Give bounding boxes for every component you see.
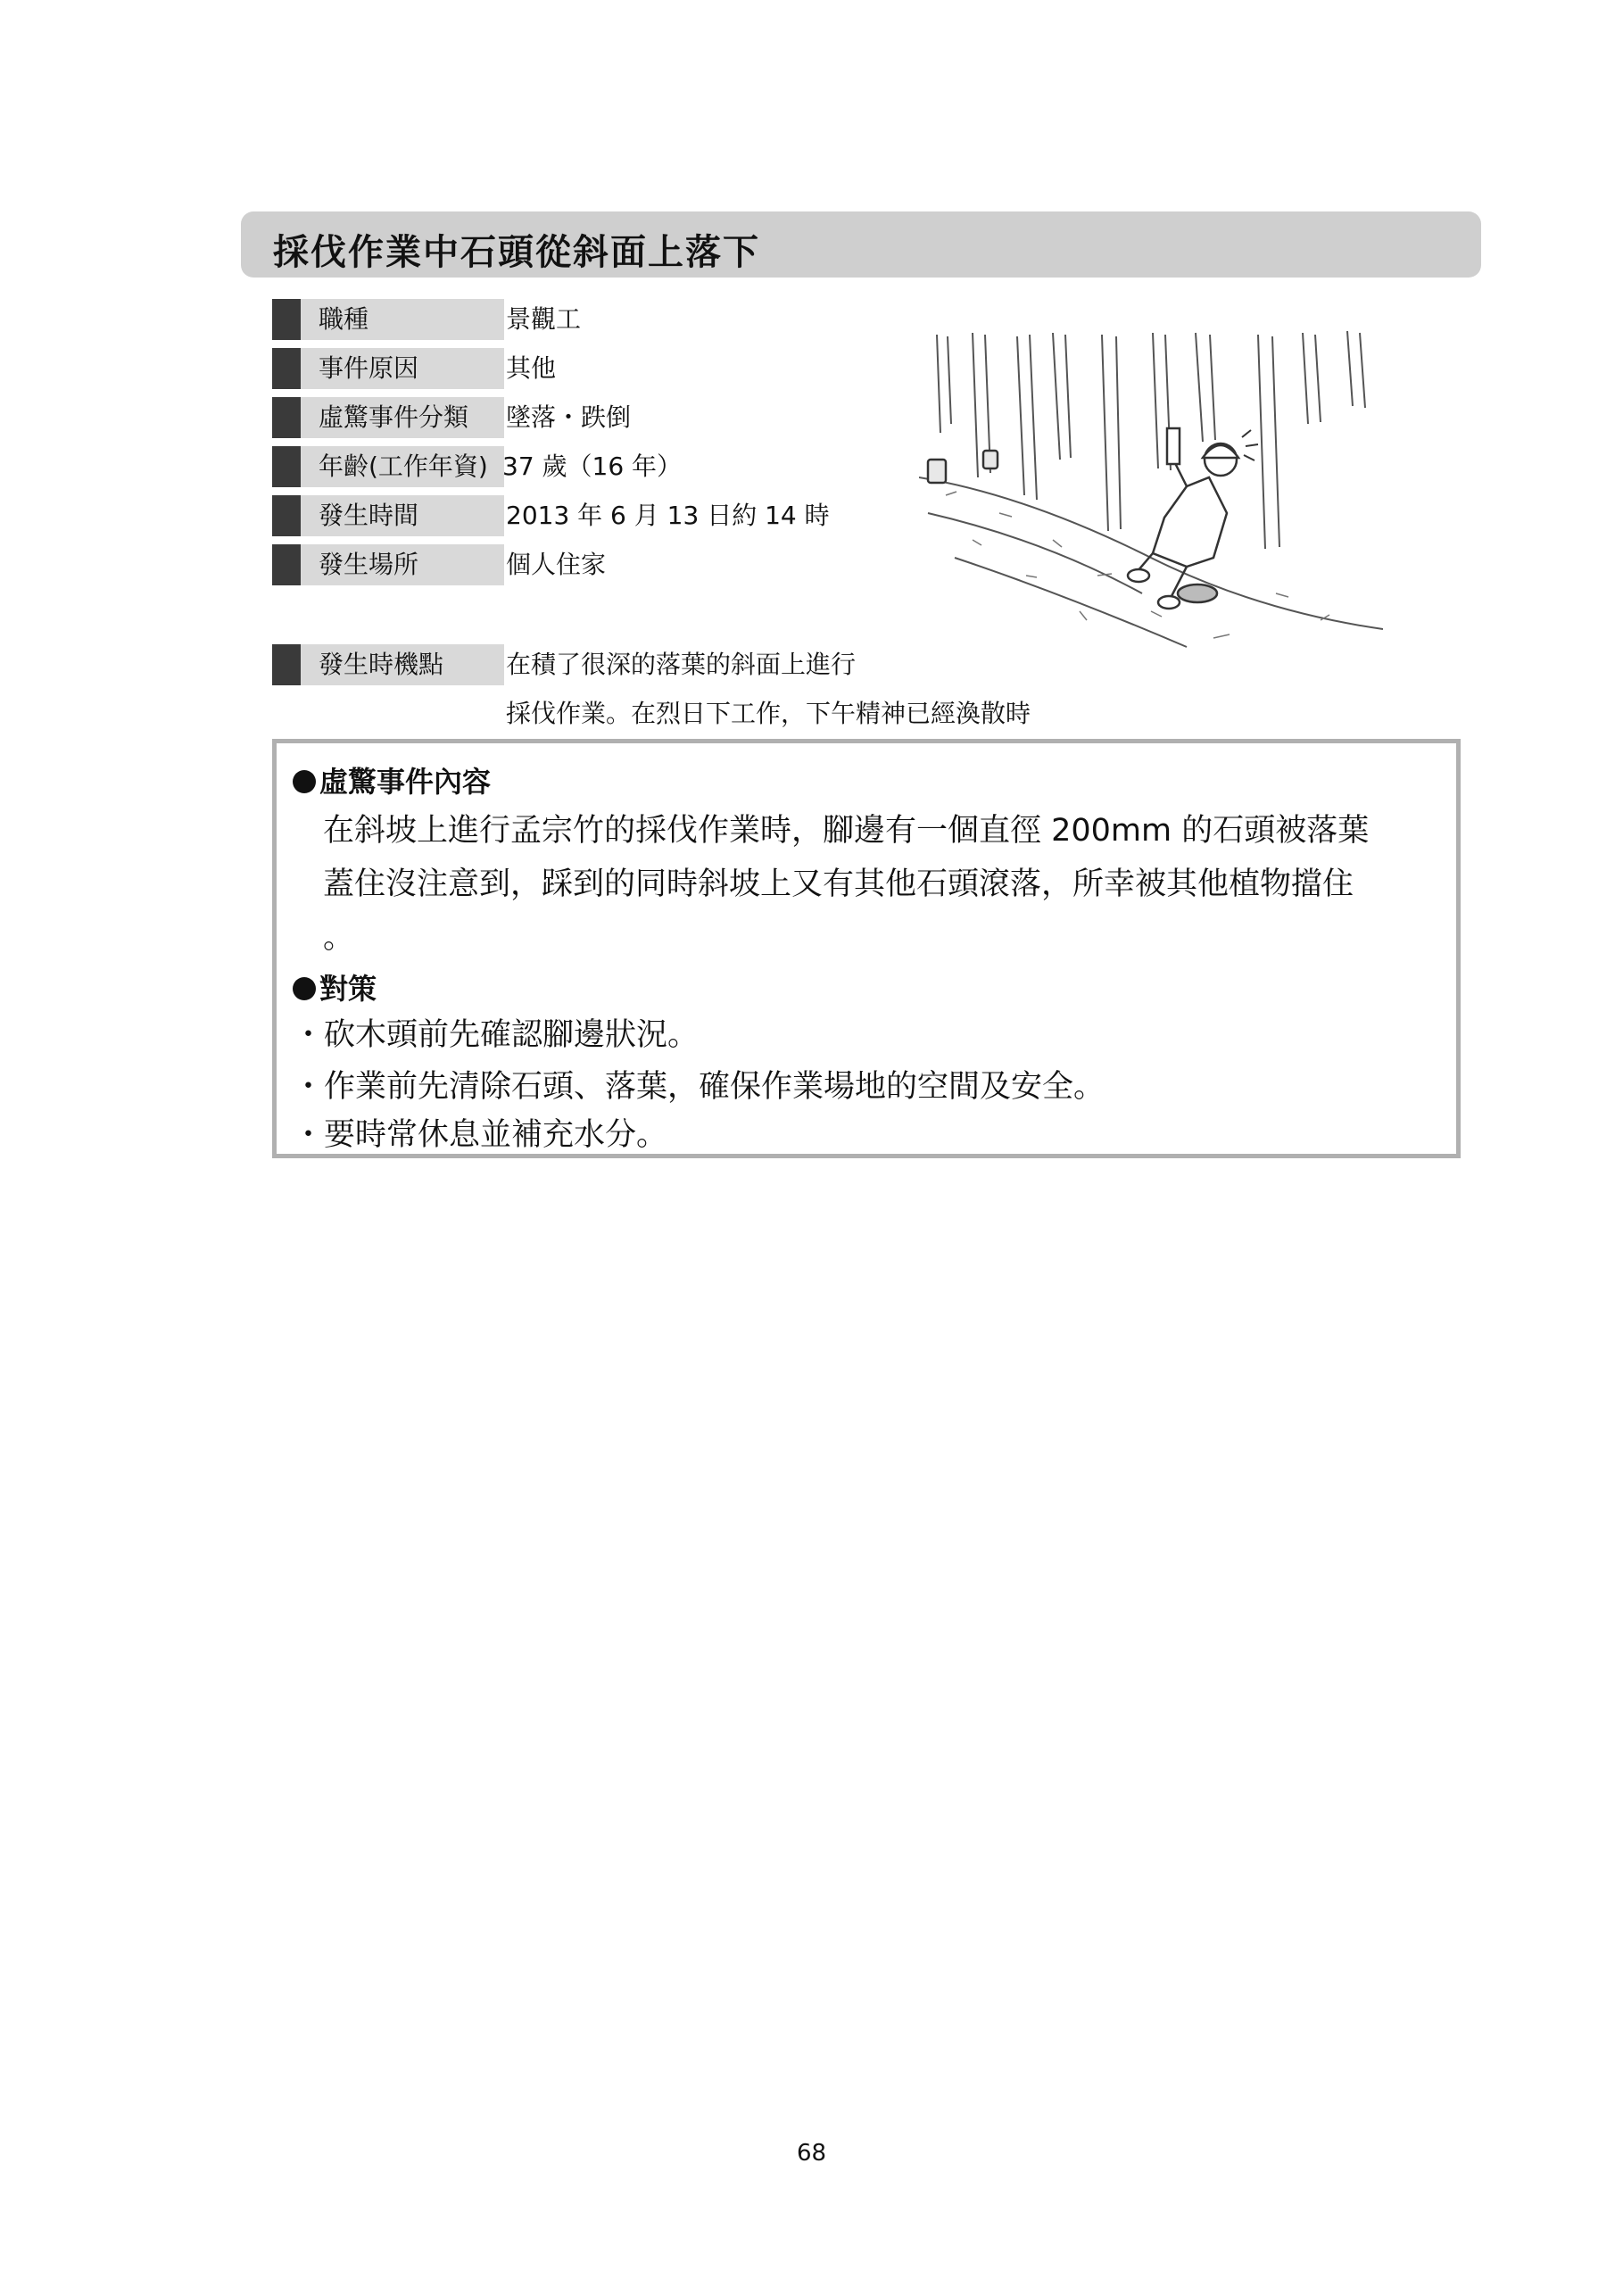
row-marker: [272, 644, 301, 685]
bamboo-slope-illustration: [919, 326, 1383, 683]
incident-heading: 虛驚事件內容: [293, 759, 491, 800]
row-marker: [272, 397, 301, 438]
info-label: 發生時間: [301, 495, 504, 536]
info-value: 2013 年 6 月 13 日約 14 時: [506, 501, 830, 530]
bullet-icon: [293, 977, 316, 1000]
info-value: 墜落・跌倒: [506, 402, 632, 432]
title-bar: [241, 211, 1481, 278]
row-marker: [272, 446, 301, 487]
info-label: 虛驚事件分類: [301, 397, 504, 438]
incident-line: 在斜坡上進行孟宗竹的採伐作業時，腳邊有一個直徑 200mm 的石頭被落葉: [323, 813, 1370, 849]
measures-heading: 對策: [293, 966, 377, 1007]
measure-item: ・作業前先清除石頭、落葉，確保作業場地的空間及安全。: [293, 1069, 1105, 1105]
row-marker: [272, 544, 301, 585]
info-label: 發生場所: [301, 544, 504, 585]
page-title: 採伐作業中石頭從斜面上落下: [273, 232, 760, 273]
row-marker: [272, 348, 301, 389]
page-number: 68: [796, 2140, 827, 2167]
info-value: 個人住家: [506, 550, 607, 579]
info-value: 37 歲（16 年）: [502, 452, 683, 481]
row-marker: [272, 299, 301, 340]
timing-line-2: 採伐作業。在烈日下工作，下午精神已經渙散時: [506, 699, 1031, 728]
info-label: 職種: [301, 299, 504, 340]
info-value: 其他: [506, 353, 557, 383]
measure-item: ・要時常休息並補充水分。: [293, 1117, 668, 1153]
info-value: 景觀工: [506, 304, 582, 334]
info-label: 發生時機點: [301, 644, 504, 685]
timing-line-1: 在積了很深的落葉的斜面上進行: [506, 650, 857, 679]
incident-box: [272, 739, 1461, 1158]
info-label: 年齡(工作年資): [301, 446, 504, 487]
info-label: 事件原因: [301, 348, 504, 389]
bullet-icon: [293, 770, 316, 793]
measure-item: ・砍木頭前先確認腳邊狀況。: [293, 1017, 700, 1053]
row-marker: [272, 495, 301, 536]
incident-line: 。: [323, 920, 355, 956]
incident-line: 蓋住沒注意到，踩到的同時斜坡上又有其他石頭滾落，所幸被其他植物擋住: [323, 866, 1354, 902]
